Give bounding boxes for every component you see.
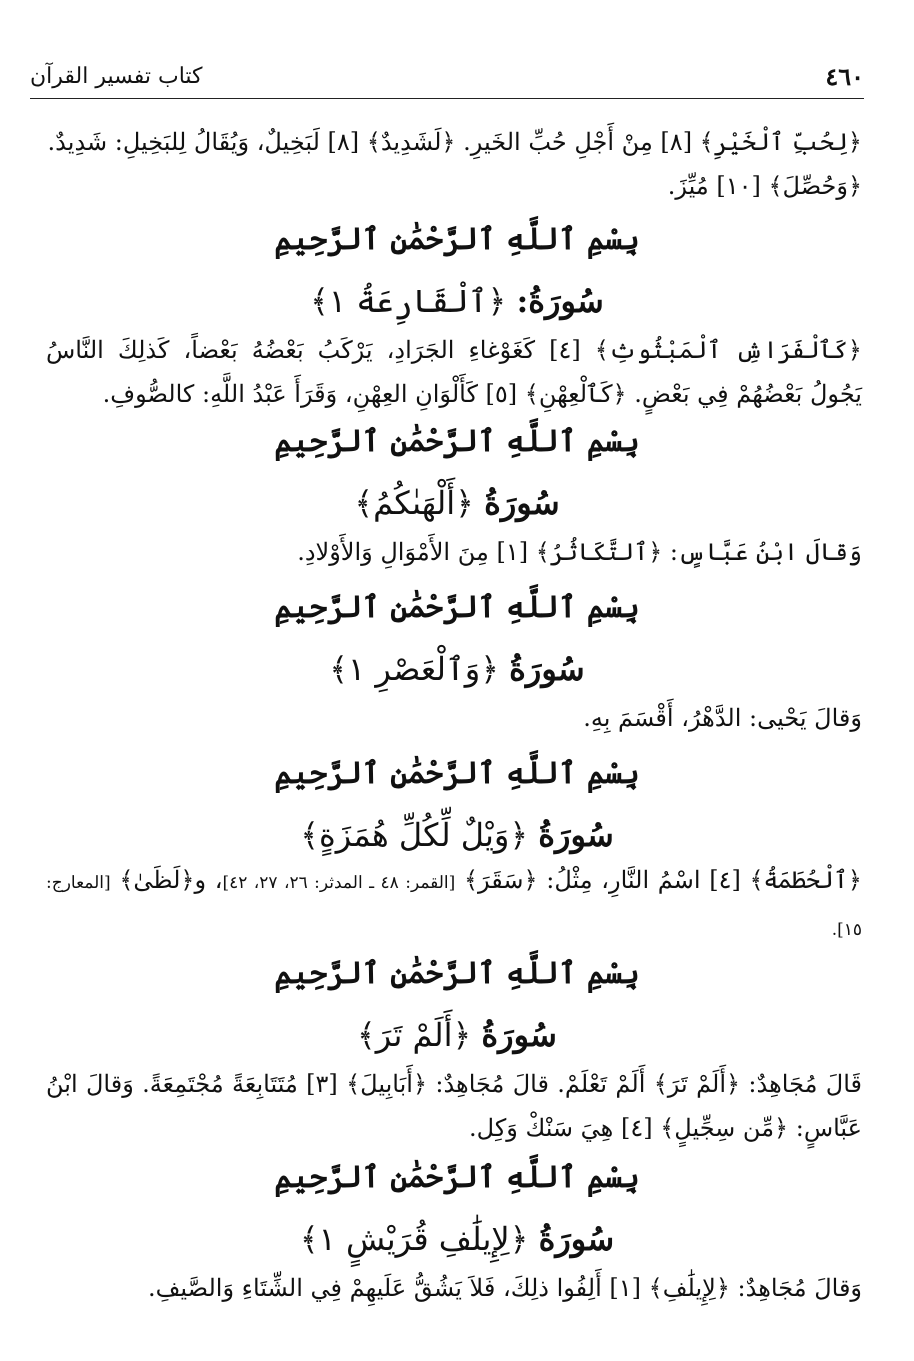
surah-name: ﴿أَلْهَىٰكُمُ﴾ — [354, 484, 474, 522]
basmala-heading: بِسْمِ ٱللَّهِ ٱلرَّحْمَٰنِ ٱلرَّحِيمِ — [274, 590, 640, 625]
surah-commentary — [46, 696, 862, 740]
commentary-text: قَالَ مُجَاهِدٌ: ﴿أَلَمْ تَرَ﴾ أَلَمْ تَعْلَمْ. قالَ مُجَاهِدٌ: ﴿أَبَابِيلَ﴾ [٣] مُتَتَابِعَةً مُجْتَمِعَةً. وَقالَ ابْنُ عَبَّاسٍ: ﴿مِّن سِجِّيلٍ﴾ [٤] هِيَ سَنْكْ وَكِل. — [46, 1070, 863, 1142]
basmala-heading: بِسْمِ ٱللَّهِ ٱلرَّحْمَٰنِ ٱلرَّحِيمِ — [274, 956, 640, 991]
quran-reference: [المعارج: ١٥]. — [46, 873, 862, 940]
surah-title — [0, 816, 914, 854]
commentary-text: وَقالَ مُجَاهِدٌ: ﴿لِإِيلَٰفِ﴾ [١] أَلِفُوا ذلِكَ، فَلاَ يَشُقُّ عَلَيهِمْ فِي الشِّتَاءِ وَالصَّيفِ. — [147, 1274, 862, 1302]
surah-commentary — [46, 1062, 862, 1150]
surah-commentary — [46, 530, 862, 574]
surah-title — [0, 1016, 914, 1054]
surah-name: ﴿وَيْلٌ لِّكُلِّ هُمَزَةٍ﴾ — [300, 816, 529, 854]
commentary-text — [46, 858, 862, 952]
commentary-text: ﴿كَٱلْفَرَاشِ ٱلْمَبْثُوثِ﴾ [٤] كَغَوْغاءِ الجَرَادِ، يَرْكَبُ بَعْضُهُ بَعْضاً، كَذلِكَ النَّاسُ يَجُولُ بَعْضُهُمْ فِي بَعْضٍ. ﴿كَٱلْعِهْنِ﴾ [٥] كَأَلْوَانِ العِهْنِ، وَقَرَأَ عَبْدُ اللَّهِ: كالصُّوفِ. — [46, 336, 862, 408]
surah-title — [0, 650, 914, 688]
quran-reference: [القمر: ٤٨ ـ المدثر: ٢٦، ٢٧، ٤٢] — [222, 873, 456, 893]
surah-commentary — [46, 858, 862, 952]
surah-label: سُورَةُ — [538, 1220, 615, 1258]
basmala-heading: بِسْمِ ٱللَّهِ ٱلرَّحْمَٰنِ ٱلرَّحِيمِ — [274, 756, 640, 791]
basmala-heading: بِسْمِ ٱللَّهِ ٱلرَّحْمَٰنِ ٱلرَّحِيمِ — [274, 1160, 640, 1195]
surah-label: سُورَةُ — [509, 650, 585, 688]
surah-label: سُورَةُ — [538, 816, 614, 854]
surah-name: ﴿ٱلْقَارِعَةُ ١﴾ — [310, 282, 507, 320]
surah-label: سُورَةُ: — [516, 282, 604, 320]
surah-title — [0, 282, 914, 320]
surah-title — [0, 1220, 914, 1258]
surah-name: ﴿وَٱلْعَصْرِ ١﴾ — [329, 650, 499, 688]
surah-commentary — [46, 1266, 862, 1310]
commentary-segment: ، و﴿لَظَىٰ﴾ — [119, 866, 223, 894]
surah-label: سُورَةُ — [481, 1016, 557, 1054]
basmala-heading: بِسْمِ ٱللَّهِ ٱلرَّحْمَٰنِ ٱلرَّحِيمِ — [274, 424, 640, 459]
surah-label: سُورَةُ — [484, 484, 560, 522]
book-title: كتاب تفسير القرآن — [30, 63, 203, 89]
intro-paragraph — [46, 120, 862, 208]
surah-commentary — [46, 328, 862, 416]
page-number: ٤٦٠ — [825, 61, 864, 91]
page-header — [30, 54, 864, 99]
intro-line: ﴿وَحُصِّلَ﴾ [١٠] مُيِّزَ. — [667, 172, 862, 200]
surah-name: ﴿أَلَمْ تَرَ﴾ — [357, 1016, 472, 1054]
surah-title — [0, 484, 914, 522]
intro-line: ﴿لِحُبِّ ٱلْخَيْرِ﴾ [٨] مِنْ أَجْلِ حُبِّ الخَيرِ. ﴿لَشَدِيدٌ﴾ [٨] لَبَخِيلٌ، وَيُقَالُ لِلبَخِيلِ: شَدِيدٌ. — [47, 128, 862, 156]
basmala-heading: بِسْمِ ٱللَّهِ ٱلرَّحْمَٰنِ ٱلرَّحِيمِ — [274, 222, 640, 257]
commentary-segment: ﴿ٱلْحُطَمَةُ﴾ [٤] اسْمُ النَّارِ، مِثْلُ: ﴿سَقَرَ﴾ — [463, 866, 862, 894]
commentary-text: وَقالَ ابْنُ عَبَّاسٍ: ﴿ٱلتَّكَاثُرُ﴾ [١] مِنَ الأَمْوَالِ وَالأَوْلادِ. — [297, 538, 862, 566]
surah-name: ﴿لِإِيلَٰفِ قُرَيْشٍ ١﴾ — [299, 1220, 529, 1258]
commentary-text: وَقالَ يَحْيى: الدَّهْرُ، أَقْسَمَ بِهِ. — [583, 704, 862, 732]
